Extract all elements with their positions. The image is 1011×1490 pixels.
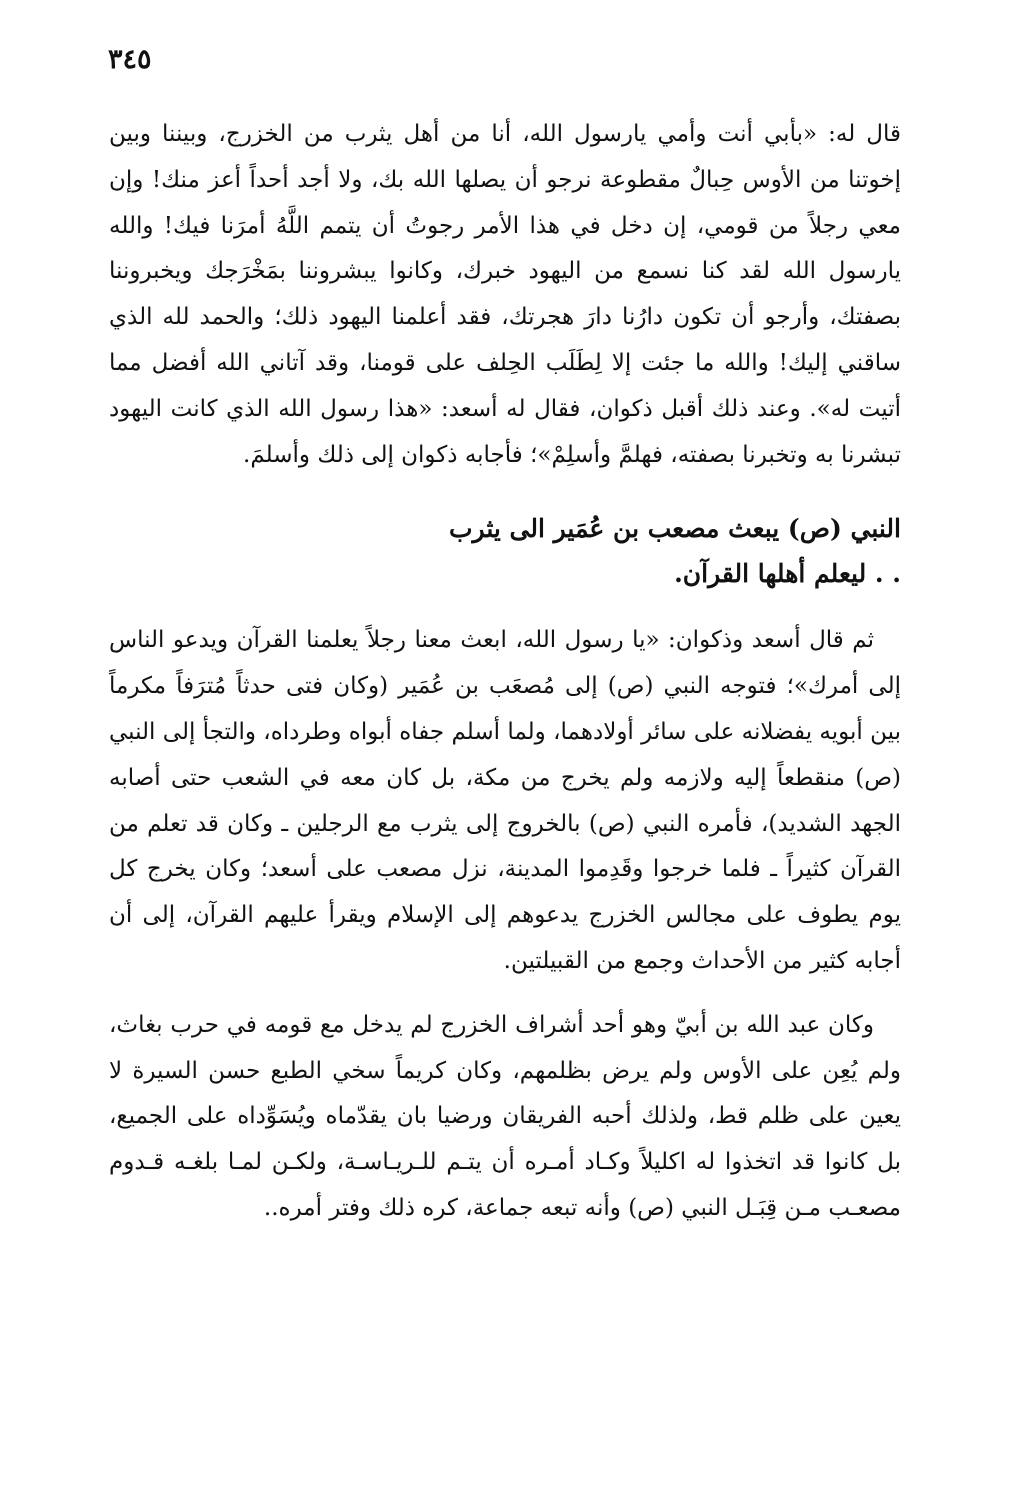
section-subheading: . . ليعلم أهلها القرآن.: [674, 559, 901, 589]
paragraph-abdullah-ibn-ubayy: وكان عبد الله بن أبيّ وهو أحد أشراف الخزرج لم يدخل مع قومه في حرب بغاث، ولم يُعِن على الأوس ولم يرض بظلمهم، وكان كريماً سخي الطبع حسن السيرة لا يعين على ظلم قط، ولذلك أحبه الفريقان ورضيا بان يقدّماه ويُسَوِّداه على الجميع، بل كانوا قد اتخذوا له اكليلاً وكـاد أمـره أن يتـم للـريـاسـة، ولكـن لمـا بلغـه قـدوم مصعـب مـن قِبَـل النبي (ص) وأنه تبعه جماعة، كره ذلك وفتر أمره..: [109, 1011, 901, 1221]
section-heading: النبي (ص) يبعث مصعب بن عُمَير الى يثرب: [448, 514, 901, 544]
paragraph-dhakwan-conversion: قال له: «بأبي أنت وأمي يارسول الله، أنا من أهل يثرب من الخزرج، وبيننا وبين إخوتنا من الأوس حِبالٌ مقطوعة نرجو أن يصلها الله بك، ولا أجد أحداً أعز منك! وإن معي رجلاً من قومي، إن دخل في هذا الأمر رجوتُ أن يتمم اللَّهُ أمرَنا فيك! والله يارسول الله لقد كنا نسمع من اليهود خبرك، وكانوا يبشروننا بمَخْرَجك ويخبروننا بصفتك، وأرجو أن تكون دارُنا دارَ هجرتك، فقد أعلمنا اليهود ذلك؛ والحمد لله الذي ساقني إليك! والله ما جئت إلا لِطَلَب الحِلف على قومنا، وقد آتاني الله أفضل مما أتيت له». وعند ذلك أقبل ذكوان، فقال له أسعد: «هذا رسول الله الذي كانت اليهود تبشرنا به وتخبرنا بصفته، فهلمَّ وأسلِمْ»؛ فأجابه ذكوان إلى ذلك وأسلمَ.: [109, 121, 901, 468]
page-body: [109, 112, 901, 1232]
paragraph-musab-sent: ثم قال أسعد وذكوان: «يا رسول الله، ابعث معنا رجلاً يعلمنا القرآن ويدعو الناس إلى أمرك»؛ فتوجه النبي (ص) إلى مُصعَب بن عُمَير (وكان فتى حدثاً مُترَفاً مكرماً بين أبويه يفضلانه على سائر أولادهما، ولما أسلم جفاه أبواه وطرداه، والتجأ إلى النبي (ص) منقطعاً إليه ولازمه ولم يخرج من مكة، بل كان معه في الشعب حتى أصابه الجهد الشديد)، فأمره النبي (ص) بالخروج إلى يثرب مع الرجلين ـ وكان قد تعلم من القرآن كثيراً ـ فلما خرجوا وقَدِموا المدينة، نزل مصعب على أسعد؛ وكان يخرج كل يوم يطوف على مجالس الخزرج يدعوهم إلى الإسلام ويقرأ عليهم القرآن، إلى أن أجابه كثير من الأحداث وجمع من القبيلتين.: [109, 627, 901, 974]
spacer: [109, 596, 901, 618]
page-number: ٣٤٥: [108, 44, 152, 75]
spacer: [109, 985, 901, 1003]
